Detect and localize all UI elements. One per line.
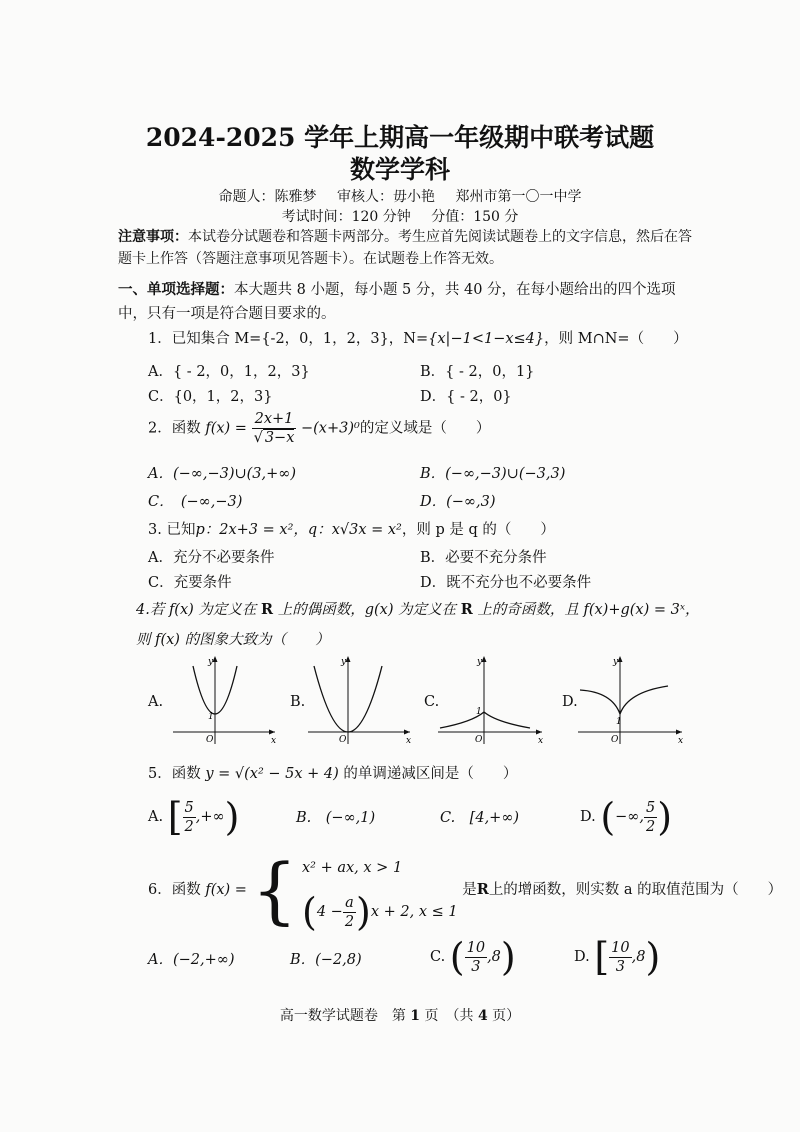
q2-option-d: D．(−∞,3) bbox=[420, 494, 496, 510]
q1-option-c: C．{0，1，2，3} bbox=[148, 389, 273, 405]
q3-q: ，q： bbox=[293, 522, 332, 538]
q6-d-tail: ,8 bbox=[631, 949, 646, 965]
q1-stem bbox=[148, 327, 688, 348]
q5-a-num: 5 bbox=[184, 799, 194, 816]
q3-p-eq: 2x+3 = x² bbox=[219, 522, 294, 538]
q6-stem-b: 是 bbox=[462, 882, 477, 898]
footer-page-number: 1 bbox=[410, 1008, 421, 1024]
q2-num: 2x+1 bbox=[252, 410, 297, 429]
graph-d-one: 1 bbox=[616, 717, 622, 727]
q3-stem-a: 3. 已知 bbox=[148, 522, 196, 538]
graph-b-x-label: x bbox=[406, 736, 412, 746]
q6-d-den: 3 bbox=[615, 958, 625, 975]
q5-option-b: B. (−∞,1) bbox=[296, 810, 376, 826]
graph-b-origin: O bbox=[339, 735, 347, 745]
q5-d-num: 5 bbox=[646, 799, 656, 816]
q6-stem-c: 上的增函数，则实数 a 的取值范围为（ ） bbox=[488, 882, 783, 898]
q1-stem-b: ，则 M∩N=（ ） bbox=[544, 331, 688, 347]
graph-c-one: 1 bbox=[476, 707, 482, 717]
q1-option-a: A．{ - 2，0，1，2，3} bbox=[148, 364, 310, 380]
q6-d-label: D. bbox=[574, 949, 590, 965]
section-1-intro bbox=[118, 278, 698, 326]
q6-case2-num: a bbox=[343, 894, 356, 913]
q3-stem bbox=[148, 518, 555, 539]
section-1-text: 本大题共 8 小题，每小题 5 分，共 40 分，在每小题给出的四个选项中，只有一项是符合题目要求的。 bbox=[118, 282, 676, 322]
q6-R: R bbox=[476, 881, 489, 898]
graph-a-origin: O bbox=[206, 735, 214, 745]
q5-a-den: 2 bbox=[184, 818, 194, 835]
q3-stem-b: ，则 p 是 q 的（ ） bbox=[401, 522, 555, 538]
q2-stem-a: 2．函数 bbox=[148, 420, 201, 437]
q4-R2: R bbox=[460, 601, 473, 618]
section-1-label: 一、单项选择题： bbox=[118, 281, 234, 298]
q4-label-c: C. bbox=[424, 694, 440, 710]
q4-graph-a bbox=[165, 652, 280, 747]
q1-option-b: B．{ - 2，0，1} bbox=[420, 364, 535, 380]
q6-option-d: D. [ $\frac{10}{3}$ ,8) bbox=[574, 935, 661, 979]
graph-c-y-label: y bbox=[477, 657, 483, 667]
footer-total-pages: 4 bbox=[477, 1008, 488, 1024]
graph-a-x-label: x bbox=[271, 736, 277, 746]
q3-option-a: A．充分不必要条件 bbox=[148, 550, 275, 566]
exam-subject: 数学学科 bbox=[349, 155, 450, 184]
school: 郑州市第一〇一中学 bbox=[455, 189, 582, 205]
q4-line1-c: 上的奇函数，且 f(x)+g(x) = 3ˣ， bbox=[477, 602, 700, 618]
q3-q-eq: x√3x = x² bbox=[331, 522, 402, 538]
reviewer: 审核人：毋小艳 bbox=[337, 189, 435, 205]
graph-a-y-label: y bbox=[208, 657, 214, 667]
q4-label-d: D. bbox=[562, 694, 578, 710]
q2-tail: −(x+3)⁰ bbox=[301, 420, 360, 437]
q4-line1-a: 4.若 f(x) 为定义在 bbox=[136, 602, 257, 618]
exam-score: 分值：150 分 bbox=[431, 209, 519, 225]
notice-text: 本试卷分试题卷和答题卡两部分。考生应首先阅读试题卷上的文字信息，然后在答题卡上作答（答题注意事项见答题卡）。在试题卷上作答无效。 bbox=[118, 229, 692, 267]
q6-c-den: 3 bbox=[471, 958, 481, 975]
q5-d-den: 2 bbox=[646, 818, 656, 835]
graph-c-origin: O bbox=[475, 735, 483, 745]
page-footer bbox=[0, 1005, 800, 1025]
q6-c-label: C. bbox=[430, 949, 446, 965]
q4-line1-b: 上的偶函数，g(x) 为定义在 bbox=[277, 602, 457, 618]
q4-label-a: A. bbox=[148, 694, 164, 710]
q2-stem-b: 的定义域是（ ） bbox=[359, 420, 491, 437]
q2-fraction: $\frac{2x+1}{√ 3-x}$ bbox=[253, 411, 295, 446]
q4-stem-line2: 则 f(x) 的图象大致为（ ） bbox=[136, 632, 330, 648]
footer-c: 页） bbox=[492, 1008, 521, 1024]
q5-stem bbox=[148, 762, 517, 783]
q4-graph-b bbox=[300, 652, 415, 747]
notice-label: 注意事项： bbox=[118, 229, 188, 245]
q1-option-d: D．{ - 2，0} bbox=[420, 389, 512, 405]
footer-a: 高一数学试题卷 第 bbox=[279, 1008, 406, 1024]
q2-den: 3−x bbox=[264, 430, 295, 446]
q3-p: p： bbox=[195, 522, 220, 538]
q5-option-a: A. [ $\frac{5}{2}$ ,+∞) bbox=[148, 795, 240, 839]
graph-d-y-label: y bbox=[613, 657, 619, 667]
q5-d-label: D. bbox=[580, 809, 596, 825]
exam-time: 考试时间：120 分钟 bbox=[281, 209, 411, 225]
q6-option-c: C. ( $\frac{10}{3}$ ,8) bbox=[430, 935, 516, 979]
q3-option-b: B．必要不充分条件 bbox=[420, 550, 547, 566]
q3-option-c: C．充要条件 bbox=[148, 575, 232, 591]
q6-stem-a: 6．函数 bbox=[148, 882, 201, 898]
q4-R1: R bbox=[261, 601, 274, 618]
footer-b: 页 （共 bbox=[424, 1008, 474, 1024]
q6-c-tail: ,8 bbox=[487, 949, 501, 965]
q4-label-b: B. bbox=[290, 694, 306, 710]
q6-option-b: B．(−2,8) bbox=[290, 952, 362, 968]
q6-stem: 6．函数 f(x) = { x² + ax, x > 1 (4 − $\frac{a}{2}$ )x + 2, x ≤ 1 是R上的增函数，则实数 a 的取值范围为（ ） bbox=[148, 848, 783, 934]
q6-case2-b: x + 2, x ≤ 1 bbox=[370, 904, 458, 920]
q2-option-a: A．(−∞,−3)∪(3,+∞) bbox=[148, 466, 297, 482]
q5-d-head: −∞, bbox=[615, 809, 644, 825]
q5-a-label: A. bbox=[148, 809, 164, 825]
q4-stem-line1 bbox=[136, 598, 700, 619]
graph-c-x-label: x bbox=[538, 736, 544, 746]
graph-d-x-label: x bbox=[678, 736, 684, 746]
q5-stem-a: 5．函数 bbox=[148, 766, 201, 782]
q5-equation: y = √(x² − 5x + 4) bbox=[205, 766, 339, 782]
q2-fx: f(x) = bbox=[205, 420, 247, 437]
q2-stem bbox=[148, 410, 490, 447]
q6-option-a: A．(−2,+∞) bbox=[148, 952, 235, 968]
q5-a-tail: ,+∞ bbox=[195, 809, 225, 825]
q6-case2-a: 4 − bbox=[316, 904, 343, 920]
q6-piecewise: x² + ax, x > 1 (4 − $\frac{a}{2}$ )x + 2, x ≤ 1 bbox=[302, 846, 458, 934]
exam-title: 2024-2025 学年上期高一年级期中联考试题 bbox=[145, 123, 655, 152]
authors-line bbox=[0, 186, 800, 206]
graph-d-origin: O bbox=[611, 735, 619, 745]
q6-fx: f(x) = bbox=[205, 882, 247, 898]
q6-c-num: 10 bbox=[466, 939, 486, 956]
q6-case2-den: 2 bbox=[344, 913, 355, 930]
notice bbox=[118, 226, 698, 270]
exam-meta bbox=[0, 206, 800, 226]
q2-option-c: C． (−∞,−3) bbox=[148, 494, 243, 510]
q6-d-num: 10 bbox=[611, 939, 630, 956]
q1-stem-a: 1．已知集合 M={-2，0，1，2，3}，N= bbox=[148, 331, 429, 347]
q2-option-b: B．(−∞,−3)∪(−3,3) bbox=[420, 466, 566, 482]
q3-option-d: D．既不充分也不必要条件 bbox=[420, 575, 592, 591]
q1-set: {x|−1<1−x≤4} bbox=[428, 331, 545, 347]
q4-graph-d bbox=[572, 652, 687, 747]
setter: 命题人：陈雅梦 bbox=[218, 189, 317, 205]
q5-option-d: D. (−∞, $\frac{5}{2}$ ) bbox=[580, 795, 673, 839]
q6-case1: x² + ax, x > 1 bbox=[302, 860, 403, 876]
q5-stem-b: 的单调递减区间是（ ） bbox=[343, 766, 518, 782]
graph-b-y-label: y bbox=[341, 657, 347, 667]
q4-graph-c bbox=[432, 652, 547, 747]
graph-a-one: 1 bbox=[208, 712, 214, 722]
q5-option-c: C. [4,+∞) bbox=[440, 810, 520, 826]
